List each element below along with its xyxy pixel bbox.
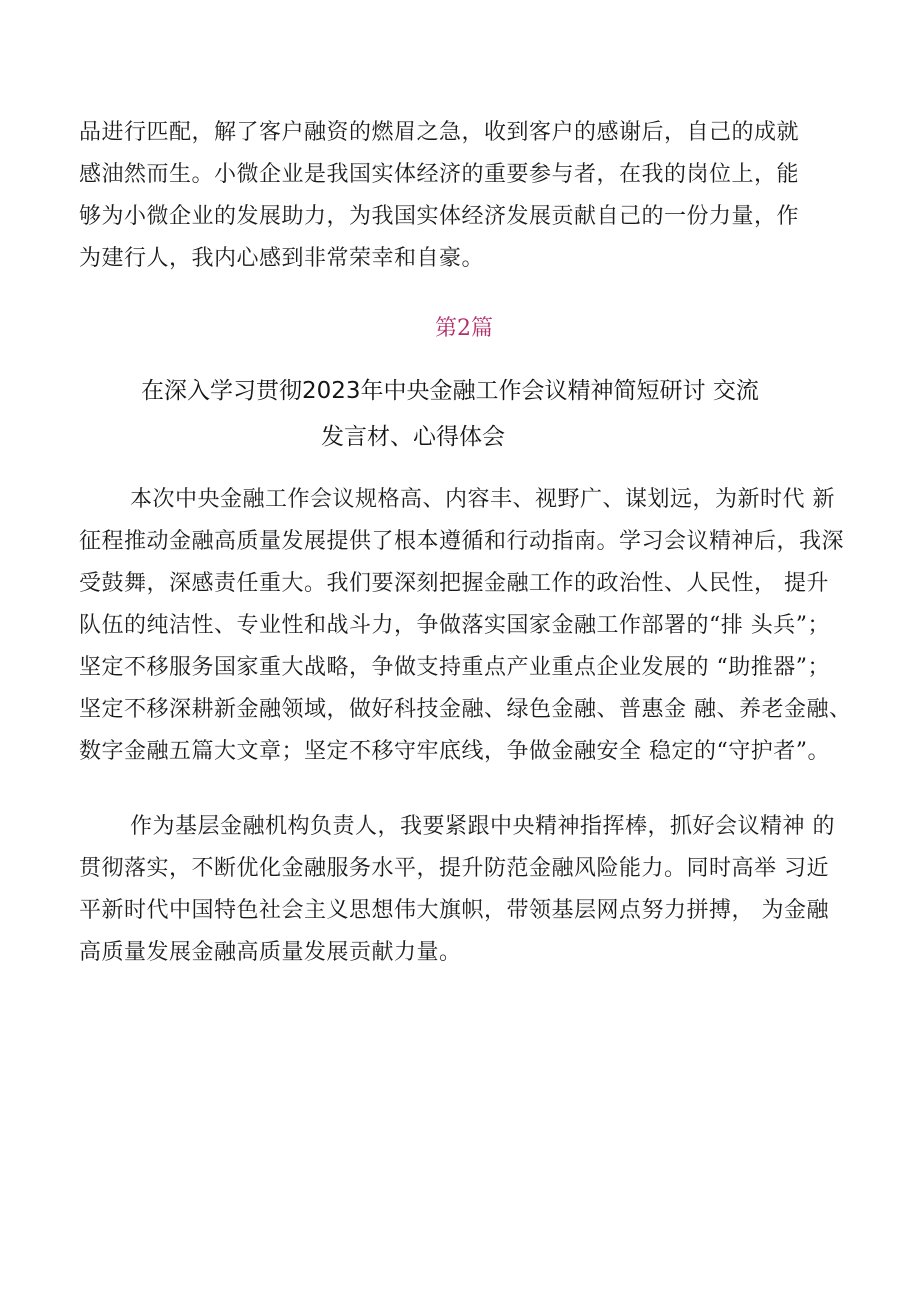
continuation-line: 为建行人，我内心感到非常荣幸和自豪。	[79, 246, 485, 271]
paragraph-line: 数字金融五篇大文章；坚定不移守牢底线，争做金融安全 稳定的“守护者”。	[79, 739, 830, 764]
paragraph-line: 贯彻落实，不断优化金融服务水平，提升防范金融风险能力。同时高举 习近	[79, 856, 829, 881]
paragraph-line: 队伍的纯洁性、专业性和战斗力，争做落实国家金融工作部署的“排 头兵”；	[79, 613, 830, 638]
article-title-line-2: 发言材、心得体会	[321, 424, 505, 450]
continuation-line: 品进行匹配，解了客户融资的燃眉之急，收到客户的感谢后，自己的成就	[79, 120, 800, 145]
paragraph-line: 本次中央金融工作会议规格高、内容丰、视野广、谋划远，为新时代 新	[130, 487, 835, 512]
article-title-line-1: 在深入学习贯彻2023年中央金融工作会议精神简短研讨 交流	[141, 378, 759, 404]
paragraph-line: 征程推动金融高质量发展提供了根本遵循和行动指南。学习会议精神后，我深	[79, 529, 845, 554]
paragraph-line: 高质量发展金融高质量发展贡献力量。	[79, 940, 462, 965]
paragraph-line: 受鼓舞，深感责任重大。我们要深刻把握金融工作的政治性、人民性， 提升	[79, 571, 829, 596]
continuation-line: 感油然而生。小微企业是我国实体经济的重要参与者，在我的岗位上，能	[79, 162, 800, 187]
paragraph-line: 坚定不移服务国家重大战略，争做支持重点产业重点企业发展的 “助推器”；	[79, 655, 830, 680]
continuation-line: 够为小微企业的发展助力，为我国实体经济发展贡献自己的一份力量，作	[79, 204, 800, 229]
paragraph-line: 作为基层金融机构负责人，我要紧跟中央精神指挥棒，抓好会议精神 的	[130, 814, 835, 839]
section-label: 第2篇	[435, 316, 493, 341]
paragraph-line: 坚定不移深耕新金融领域，做好科技金融、绿色金融、普惠金 融、养老金融、	[79, 697, 852, 722]
paragraph-line: 平新时代中国特色社会主义思想伟大旗帜，带领基层网点努力拼搏， 为金融	[79, 898, 829, 923]
